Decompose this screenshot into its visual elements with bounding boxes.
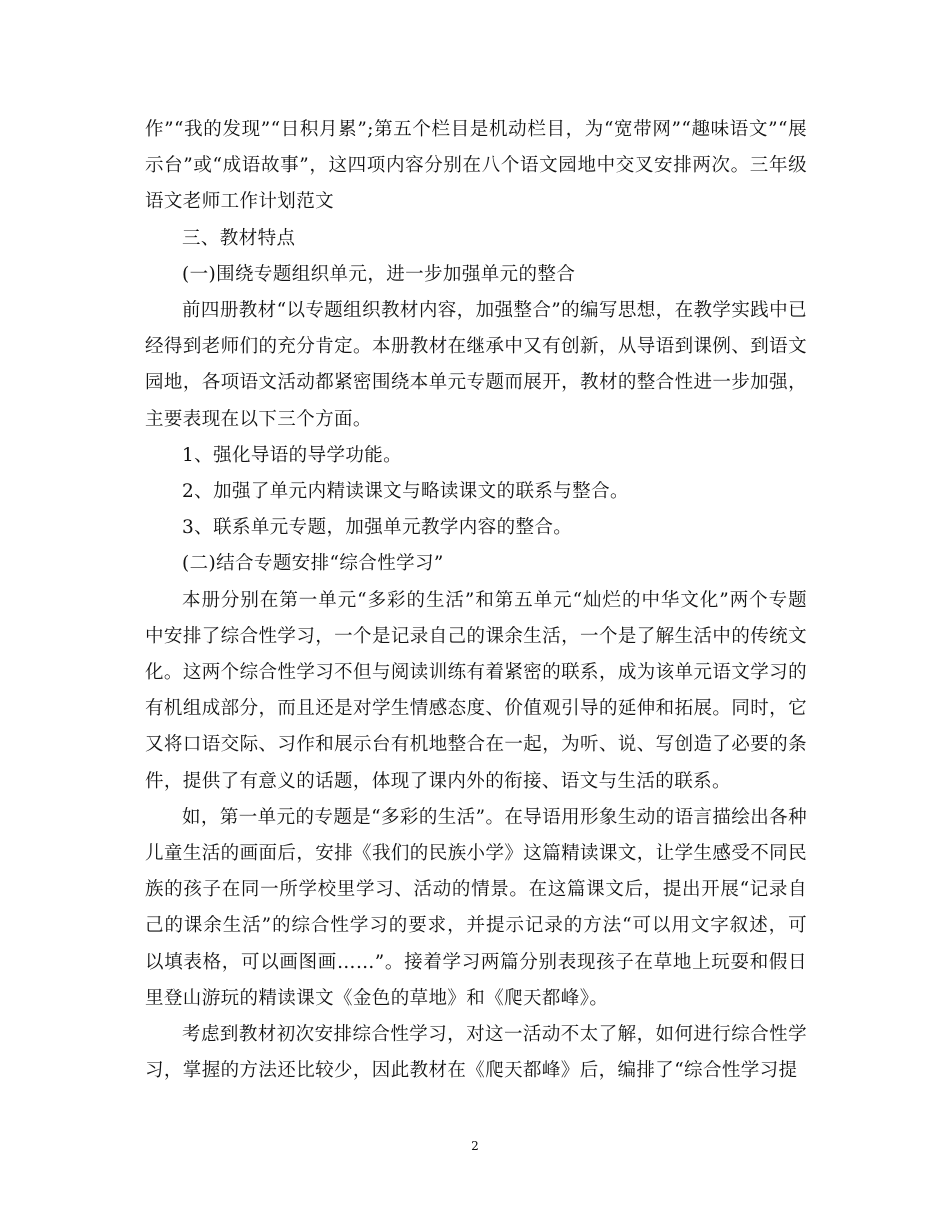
list-item-1: 1、强化导语的导学功能。 bbox=[182, 444, 403, 466]
list-item-3: 3、联系单元专题，加强单元教学内容的整合。 bbox=[182, 517, 573, 539]
paragraph-integration-intro: 前四册教材“以专题组织教材内容，加强整合”的编写思想，在教学实践中已经得到老师们的充分肯定。本册教材在继承中又有创新，从导语到课例、到语文园地，各项语文活动都紧密围绕本单元专题而展开，教材的整合性进一步加强，主要表现在以下三个方面。 bbox=[145, 300, 807, 430]
list-item-2: 2、加强了单元内精读课文与略读课文的联系与整合。 bbox=[182, 481, 629, 503]
paragraph-unit-one-example: 如，第一单元的专题是“多彩的生活”。在导语用形象生动的语言描绘出各种儿童生活的画面后，安排《我们的民族小学》这篇精读课文，让学生感受不同民族的孩子在同一所学校里学习、活动的情景。在这篇课文后，提出开展“记录自己的课余生活”的综合性学习的要求，并提示记录的方法“可以用文字叙述，可以填表格，可以画图画……”。接着学习两篇分别表现孩子在草地上玩耍和假日里登山游玩的精读课文《金色的草地》和《爬天都峰》。 bbox=[145, 806, 807, 1009]
body-text bbox=[145, 112, 807, 1089]
paragraph-comprehensive-learning: 本册分别在第一单元“多彩的生活”和第五单元“灿烂的中华文化”两个专题中安排了综合性学习，一个是记录自己的课余生活，一个是了解生活中的传统文化。这两个综合性学习不但与阅读训练有着紧密的联系，成为该单元语文学习的有机组成部分，而且还是对学生情感态度、价值观引导的延伸和拓展。同时，它又将口语交际、习作和展示台有机地整合在一起，为听、说、写创造了必要的条件，提供了有意义的话题，体现了课内外的衔接、语文与生活的联系。 bbox=[145, 589, 807, 792]
paragraph-considerations: 考虑到教材初次安排综合性学习，对这一活动不太了解，如何进行综合性学习，掌握的方法还比较少，因此教材在《爬天都峰》后，编排了“综合性学习提 bbox=[145, 1024, 807, 1082]
subsection-heading-unit-integration: (一)围绕专题组织单元，进一步加强单元的整合 bbox=[182, 263, 576, 285]
subsection-heading-comprehensive-learning: (二)结合专题安排“综合性学习” bbox=[182, 553, 444, 575]
section-heading-textbook-features: 三、教材特点 bbox=[182, 227, 296, 249]
paragraph-continuation: 作”“我的发现”“日积月累”;第五个栏目是机动栏目，为“宽带网”“趣味语文”“展示台”或“成语故事”，这四项内容分别在八个语文园地中交叉安排两次。三年级语文老师工作计划范文 bbox=[145, 119, 807, 213]
page-number: 2 bbox=[471, 1139, 479, 1153]
